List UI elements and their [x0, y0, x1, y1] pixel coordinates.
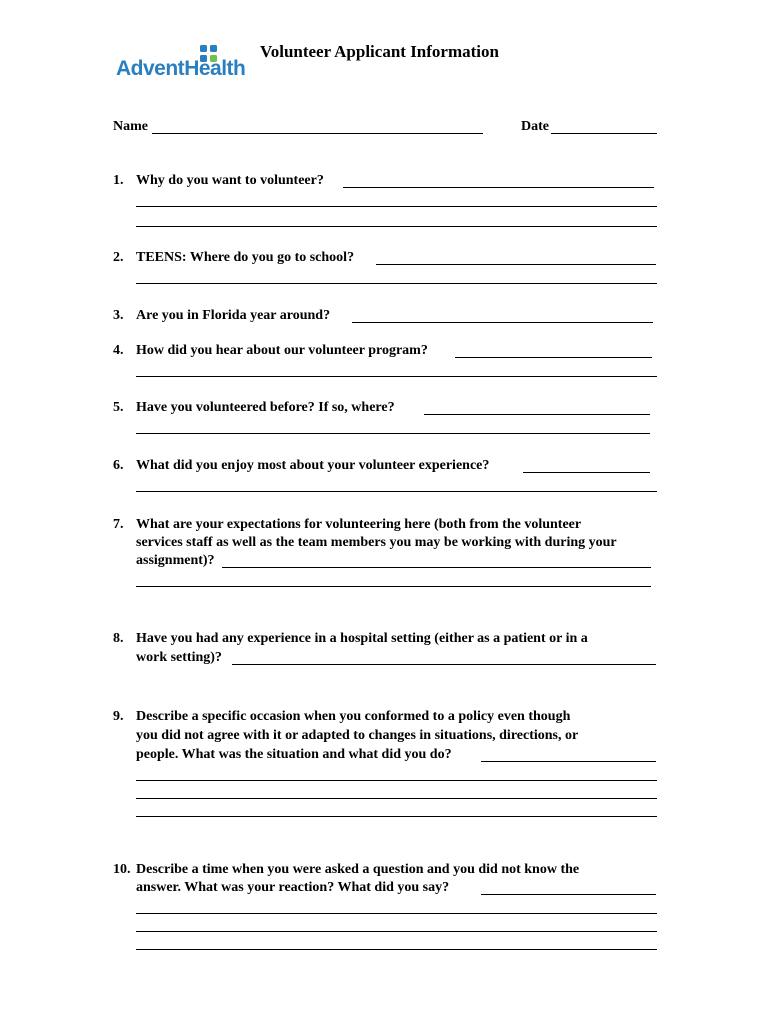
question-number: 9.	[113, 709, 124, 724]
answer-line[interactable]	[136, 949, 657, 950]
question-number: 7.	[113, 517, 124, 532]
answer-line[interactable]	[343, 187, 654, 188]
question-number: 1.	[113, 173, 124, 188]
question-text: Have you volunteered before? If so, where?	[136, 400, 395, 415]
answer-line[interactable]	[136, 816, 657, 817]
question-text: TEENS: Where do you go to school?	[136, 250, 355, 265]
name-field[interactable]	[152, 133, 483, 134]
question-text: What are your expectations for volunteering here (both from the volunteer	[136, 517, 582, 532]
question-text: How did you hear about our volunteer program?	[136, 343, 428, 358]
adventhealth-logo	[116, 57, 245, 81]
answer-line[interactable]	[481, 894, 656, 895]
date-field[interactable]	[551, 133, 657, 134]
date-label: Date	[521, 119, 549, 134]
question-text: answer. What was your reaction? What did you say?	[136, 880, 450, 895]
answer-line[interactable]	[523, 472, 650, 473]
page-title: Volunteer Applicant Information	[260, 42, 499, 61]
answer-line[interactable]	[136, 283, 657, 284]
question-number: 10.	[113, 862, 131, 877]
question-text: What did you enjoy most about your volunteer experience?	[136, 458, 490, 473]
question-number: 6.	[113, 458, 124, 473]
question-number: 2.	[113, 250, 124, 265]
logo-text-health: Health	[184, 57, 246, 80]
question-text: Why do you want to volunteer?	[136, 173, 324, 188]
answer-line[interactable]	[136, 913, 657, 914]
answer-line[interactable]	[232, 664, 656, 665]
answer-line[interactable]	[222, 567, 651, 568]
question-number: 4.	[113, 343, 124, 358]
answer-line[interactable]	[481, 761, 656, 762]
answer-line[interactable]	[136, 491, 657, 492]
answer-line[interactable]	[136, 433, 650, 434]
question-text: you did not agree with it or adapted to changes in situations, directions, or	[136, 728, 579, 743]
answer-line[interactable]	[136, 798, 657, 799]
answer-line[interactable]	[455, 357, 652, 358]
logo-text-advent: Advent	[116, 57, 185, 80]
answer-line[interactable]	[136, 931, 657, 932]
question-text: work setting)?	[136, 650, 222, 665]
question-text: Have you had any experience in a hospital setting (either as a patient or in a	[136, 631, 588, 646]
answer-line[interactable]	[136, 206, 657, 207]
question-number: 3.	[113, 308, 124, 323]
question-number: 5.	[113, 400, 124, 415]
name-label: Name	[113, 119, 148, 134]
question-text: services staff as well as the team members you may be working with during your	[136, 535, 617, 550]
answer-line[interactable]	[136, 376, 657, 377]
answer-line[interactable]	[136, 780, 657, 781]
answer-line[interactable]	[136, 586, 651, 587]
question-number: 8.	[113, 631, 124, 646]
answer-line[interactable]	[376, 264, 656, 265]
question-text: Are you in Florida year around?	[136, 308, 331, 323]
answer-line[interactable]	[136, 226, 657, 227]
question-text: Describe a time when you were asked a question and you did not know the	[136, 862, 580, 877]
answer-line[interactable]	[424, 414, 650, 415]
question-text: people. What was the situation and what did you do?	[136, 747, 452, 762]
question-text: Describe a specific occasion when you conformed to a policy even though	[136, 709, 571, 724]
answer-line[interactable]	[352, 322, 653, 323]
question-text: assignment)?	[136, 553, 215, 568]
